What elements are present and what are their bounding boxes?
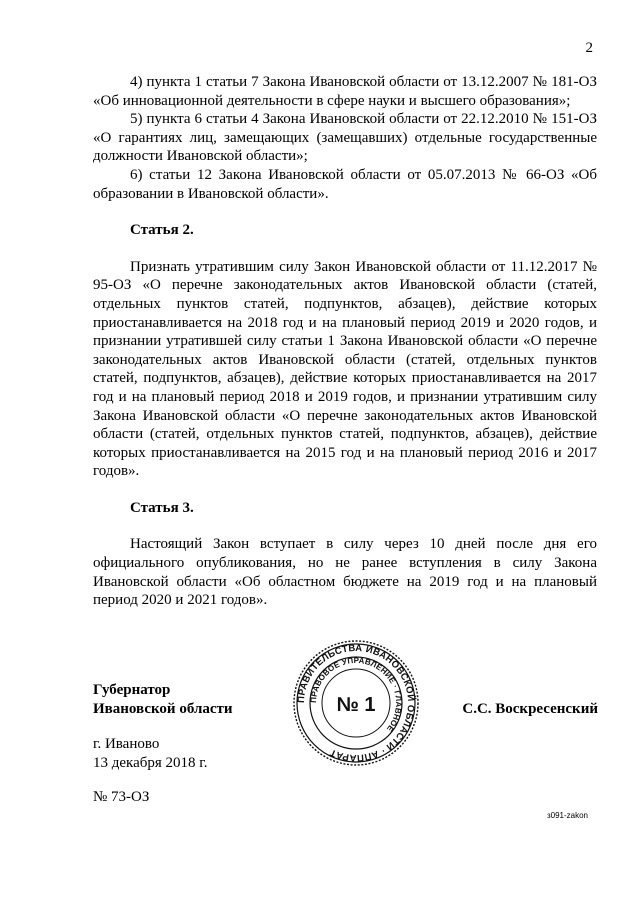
seal-outer-text: ПРАВИТЕЛЬСТВА ИВАНОВСКОЙ ОБЛАСТИ · АППАРАТ — [295, 642, 417, 764]
document-code: з091-zakon — [546, 811, 588, 820]
page-number: 2 — [585, 40, 593, 56]
signatory-title-line2: Ивановской области — [93, 701, 233, 717]
article-3-title: Статья 3. — [130, 499, 194, 516]
list-item-6: 6) статьи 12 Закона Ивановской области от 05.07.2013 № 66-ОЗ «Об образовании в Ивановской области». — [93, 166, 597, 202]
seal-number: № 1 — [336, 694, 376, 716]
seal-inner-text: ПРАВОВОЕ УПРАВЛЕНИЕ · ГЛАВНОЕ — [308, 655, 404, 734]
article-3-text: Настоящий Закон вступает в силу через 10 дней после дня его официального опубликования, но не ранее вступления в силу Закона Ивановской области «Об областном бюджете на 2019 год и на плановый период 2020 и 2021 годов». — [93, 536, 597, 609]
list-item-4: 4) пункта 1 статьи 7 Закона Ивановской области от 13.12.2007 № 181-ОЗ «Об инновационной деятельности в сфере науки и высшего образования»; — [93, 74, 597, 109]
signature-block — [93, 681, 598, 719]
date: 13 декабря 2018 г. — [93, 755, 208, 771]
list-item-5: 5) пункта 6 статьи 4 Закона Ивановской области от 22.12.2010 № 151-ОЗ «О гарантиях лиц, замещающих (замещавших) отдельные государственные должности Ивановской области»; — [93, 111, 597, 165]
place-and-date — [93, 735, 208, 773]
article-2-text: Признать утратившим силу Закон Ивановской области от 11.12.2017 № 95-ОЗ «О перечне законодательных актов Ивановской области (статей, отдельных пунктов статей, подпунктов, абзацев), действие которых приостанавливается на 2018 год и на плановый период 2019 и 2020 годов, и признании утратившей силу статьи 1 Закона Ивановской области «О перечне законодательных актов Ивановской области (статей, отдельных пунктов статей, подпунктов, абзацев), действие которых приостанавливается на 2017 год и на плановый период 2018 и 2019 годов, и признании утратившим силу Закона Ивановской области «О перечне законодательных актов Ивановской области (статей, отдельных пунктов статей, подпунктов, абзацев), действие которых приостанавливается на 2015 год и на плановый период 2016 и 2017 годов». — [93, 258, 597, 480]
signatory-title-line1: Губернатор — [93, 682, 171, 698]
article-2-title: Статья 2. — [130, 222, 194, 239]
document-body — [93, 73, 597, 610]
signatory-name: С.С. Воскресенский — [462, 701, 598, 717]
law-number: № 73-ОЗ — [93, 789, 150, 805]
place: г. Иваново — [93, 736, 160, 752]
